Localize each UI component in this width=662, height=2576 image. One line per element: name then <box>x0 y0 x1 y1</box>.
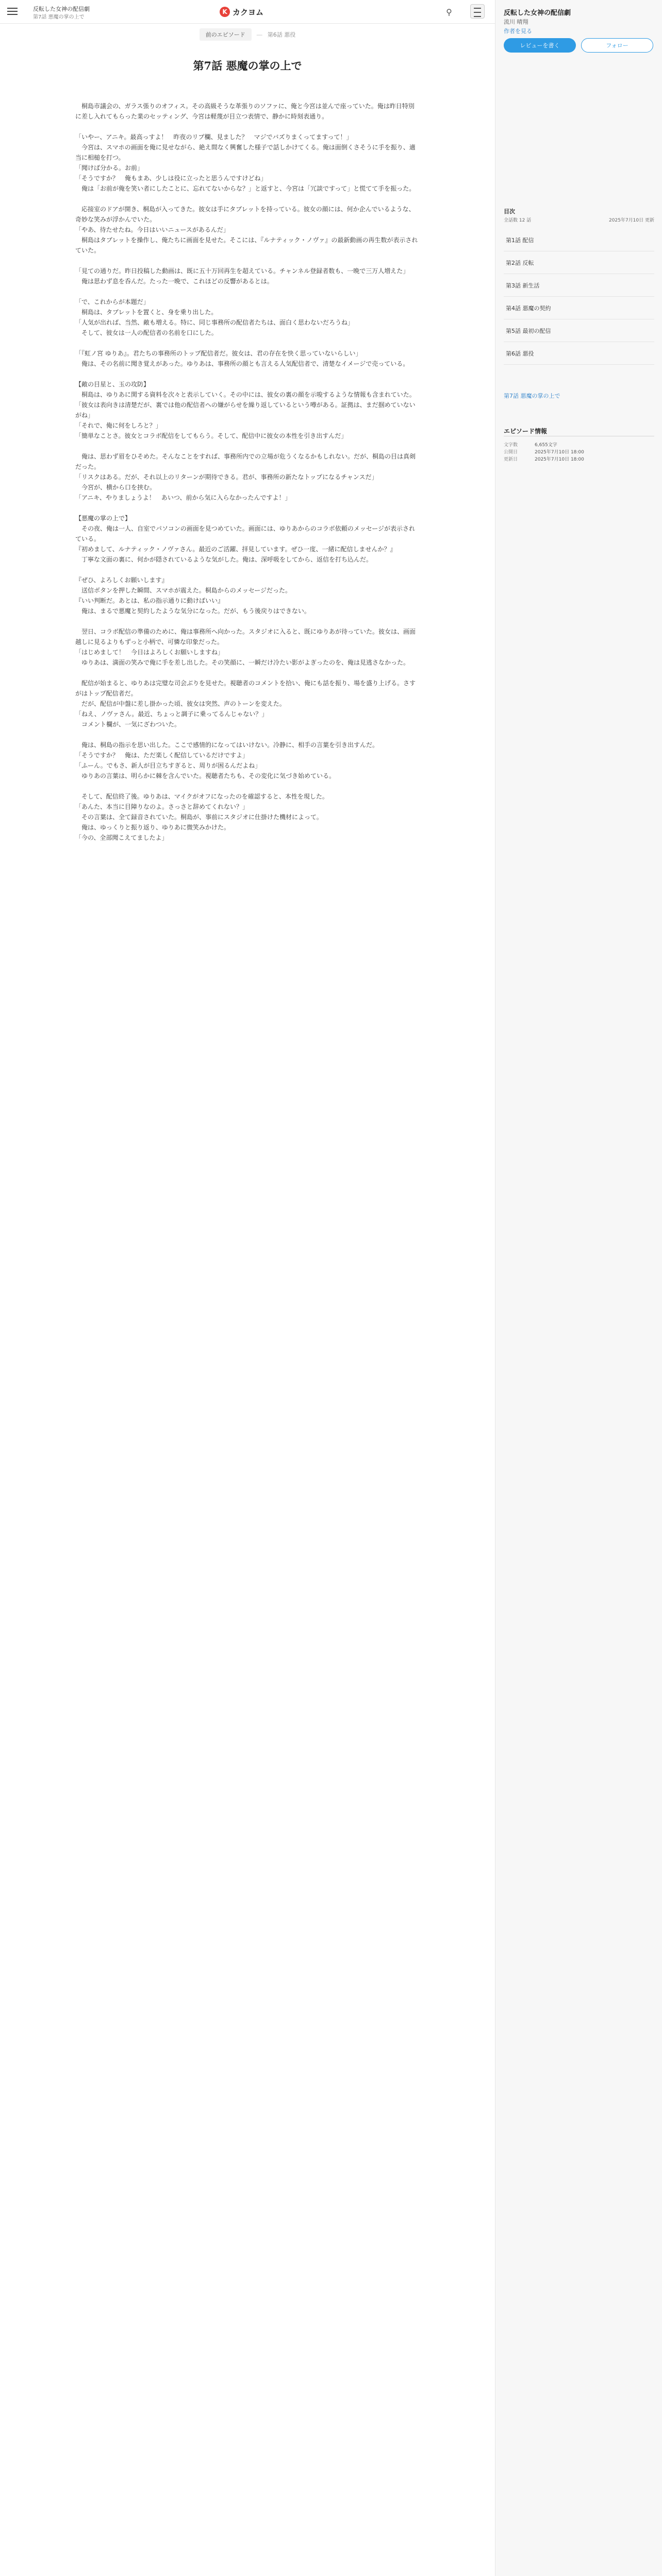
episode-body <box>75 101 420 853</box>
episode-info-key: 更新日 <box>504 457 518 462</box>
sidebar-work-title[interactable]: 反転した女神の配信劇 <box>504 9 571 17</box>
toc-count: 全話数 12 話 <box>504 218 532 223</box>
episode-info <box>504 441 654 463</box>
site-logo[interactable] <box>220 6 263 18</box>
toc-list <box>504 229 654 365</box>
body-paragraph: 応接室のドアが開き、桐島が入ってきた。彼女は手にタブレットを持っている。彼女の顔には、何か企んでいるような、奇妙な笑みが浮かんでいた。 「やあ、待たせたね。今日はいいニュースがあるんだ」 桐島はタブレットを操作し、俺たちに画面を見せた。そこには、『ルナティック・ノヴァ』の最新動画の再生数が表示されていた。 <box>75 206 418 254</box>
sidebar-toggle-icon[interactable] <box>470 4 485 19</box>
episode-info-row <box>504 448 654 455</box>
body-paragraph: 「見ての通りだ。昨日投稿した動画は、既に五十万回再生を超えている。チャンネル登録者数も、一晩で三万人増えた」 俺は思わず息を呑んだ。たった一晩で、これほどの反響があるとは。 <box>75 267 409 285</box>
toc-current-episode[interactable]: 第7話 悪魔の掌の上で <box>504 393 560 399</box>
body-paragraph: 「で、これからが本題だ」 桐島は、タブレットを置くと、身を乗り出した。 「人気が出れば、当然、敵も増える。特に、同じ事務所の配信者たちは、面白く思わないだろうね」 そして、彼女は一人の配信者の名前を口にした。 <box>75 298 354 336</box>
body-paragraph: 桐島市議会の、ガラス張りのオフィス。その高級そうな革張りのソファに、俺と今宮は並んで座っていた。俺は昨日特別に差し入れてもらった業のセッティング、今宮は軽蔑が目立つ表情で、静かに時刻表通り。 <box>75 103 415 120</box>
author-page-link[interactable]: 作者を見る <box>504 28 532 35</box>
follow-button[interactable]: フォロー <box>581 38 653 53</box>
episode-nav <box>0 27 495 42</box>
episode-info-key: 公開日 <box>504 450 518 455</box>
toc-item[interactable]: 第5話 最初の配信 <box>504 319 654 342</box>
search-icon[interactable]: ⚲ <box>446 7 452 17</box>
body-paragraph: 【敵の目星と、玉の攻防】 桐島は、ゆりあに関する資料を次々と表示していく。その中には、彼女の裏の顔を示唆するような情報も含まれていた。 「彼女は表向きは清楚だが、裏では他の配信者への嫌がらせを繰り返しているという噂がある。証拠は、まだ掴めていないがね」 「それで、俺に何をしろと？」 「簡単なことさ。彼女とコラボ配信をしてもらう。そして、配信中に彼女の本性を引き出すんだ」 <box>75 381 416 439</box>
chapter-title: 第7話 悪魔の掌の上で <box>193 59 302 72</box>
toc-item[interactable]: 第1話 配信 <box>504 229 654 251</box>
logo-text: カクヨム <box>233 7 264 17</box>
body-paragraph: 翌日、コラボ配信の準備のために、俺は事務所へ向かった。スタジオに入ると、既にゆりあが待っていた。彼女は、画面越しに見るよりもずっと小柄で、可憐な印象だった。 「はじめまして！ 今日はよろしくお願いしますね」 ゆりあは、満面の笑みで俺に手を差し出した。その笑顔に、一瞬だけ冷たい影がよぎったのを、俺は見逃さなかった。 <box>75 628 416 666</box>
toc-updated: 2025年7月10日 更新 <box>609 218 654 223</box>
header-work-title[interactable]: 反転した女神の配信劇 <box>33 6 90 12</box>
toc-item[interactable]: 第2話 反転 <box>504 251 654 274</box>
current-episode-crumb[interactable]: 第6話 悪役 <box>267 31 296 38</box>
logo-mark-icon: K <box>220 7 230 17</box>
header-icons <box>443 6 455 18</box>
body-paragraph: 配信が始まると、ゆりあは完璧な司会ぶりを見せた。視聴者のコメントを拾い、俺にも話を振り、場を盛り上げる。さすがはトップ配信者だ。 だが、配信が中盤に差し掛かった頃、彼女は突然、声のトーンを変えた。 「ねえ、ノヴァさん。最近、ちょっと調子に乗ってるんじゃない？」 コメント欄が、一気にざわついた。 <box>75 680 416 728</box>
body-paragraph: そして、配信終了後。ゆりあは、マイクがオフになったのを確認すると、本性を現した。 「あんた、本当に目障りなのよ。さっさと辞めてくれない？」 その言葉は、全て録音されていた。桐島が、事前にスタジオに仕掛けた機材によって。 俺は、ゆっくりと振り返り、ゆりあに微笑みかけた。 「今の、全部聞こえてましたよ」 <box>75 793 328 841</box>
sidebar-author[interactable]: 流川 晴翔 <box>504 19 528 25</box>
episode-info-value: 2025年7月10日 18:00 <box>535 457 584 462</box>
subnav-separator: ― <box>256 31 262 38</box>
toc-item[interactable]: 第4話 悪魔の契約 <box>504 297 654 319</box>
header-episode-title: 第7話 悪魔の掌の上で <box>33 14 85 20</box>
episode-info-key: 文字数 <box>504 443 518 448</box>
toc-meta <box>504 216 654 223</box>
toc-item[interactable]: 第6話 悪役 <box>504 342 654 365</box>
episode-info-label: エピソード情報 <box>504 428 548 435</box>
sidebar <box>495 0 662 2576</box>
write-review-button[interactable]: レビューを書く <box>504 38 576 53</box>
prev-episode-link[interactable]: 前のエピソード <box>200 28 252 41</box>
episode-info-value: 2025年7月10日 18:00 <box>535 450 584 455</box>
body-paragraph: 『ぜひ、よろしくお願いします』 送信ボタンを押した瞬間、スマホが震えた。桐島からのメッセージだった。 『いい判断だ。あとは、私の指示通りに動けばいい』 俺は、まるで悪魔と契約したような気分になった。だが、もう後戻りはできない。 <box>75 577 310 615</box>
body-paragraph: 「いやー、アニキ。最高っすよ！ 昨夜のリプ欄、見ました？ マジでバズりまくってますって！」 今宮は、スマホの画面を俺に見せながら、絶え間なく興奮した様子で話しかけてくる。俺は面倒くさそうに手を振り、適当に相槌を打つ。 「聞けば分かる。お前」 「そうですか？ 俺もまあ、少しは役に立ったと思うんですけどね」 俺は「お前が俺を笑い者にしたことに、忘れてないからな？」と返すと、今宮は「冗談ですって」と慌てて手を振った。 <box>75 133 416 192</box>
hamburger-menu-icon[interactable] <box>7 7 18 16</box>
body-paragraph: 【悪魔の掌の上で】 その夜、俺は一人、自室でパソコンの画面を見つめていた。画面には、ゆりあからのコラボ依頼のメッセージが表示されている。 『初めまして、ルナティック・ノヴァさん。最近のご活躍、拝見しています。ぜひ一度、一緒に配信しませんか？』 丁寧な文面の裏に、何かが隠されているような気がした。俺は、深呼吸をしてから、返信を打ち込んだ。 <box>75 515 416 563</box>
toc-label: 目次 <box>504 208 515 215</box>
episode-info-value: 6,655文字 <box>535 443 557 448</box>
episode-info-row <box>504 441 654 448</box>
body-paragraph: 「『虹ノ宮 ゆりあ』。君たちの事務所のトップ配信者だ。彼女は、君の存在を快く思っていないらしい」 俺は、その名前に聞き覚えがあった。ゆりあは、事務所の顔とも言える人気配信者で、清楚なイメージで売っている。 <box>75 350 409 367</box>
body-paragraph: 俺は、思わず眉をひそめた。そんなことをすれば、事務所内での立場が危うくなるかもしれない。だが、桐島の目は真剣だった。 「リスクはある。だが、それ以上のリターンが期待できる。君が、事務所の新たなトップになるチャンスだ」 今宮が、横から口を挟む。 「アニキ、やりましょうよ！ あいつ、前から気に入らなかったんですよ！」 <box>75 453 416 501</box>
body-paragraph: 俺は、桐島の指示を思い出した。ここで感情的になってはいけない。冷静に、相手の言葉を引き出すんだ。 「そうですか？ 俺は、ただ楽しく配信しているだけですよ」 「ふーん。でもさ、新人が目立ちすぎると、周りが困るんだよね」 ゆりあの言葉は、明らかに棘を含んでいた。視聴者たちも、その変化に気づき始めている。 <box>75 741 379 779</box>
toc-item[interactable]: 第3話 新生活 <box>504 274 654 297</box>
episode-info-row <box>504 455 654 463</box>
